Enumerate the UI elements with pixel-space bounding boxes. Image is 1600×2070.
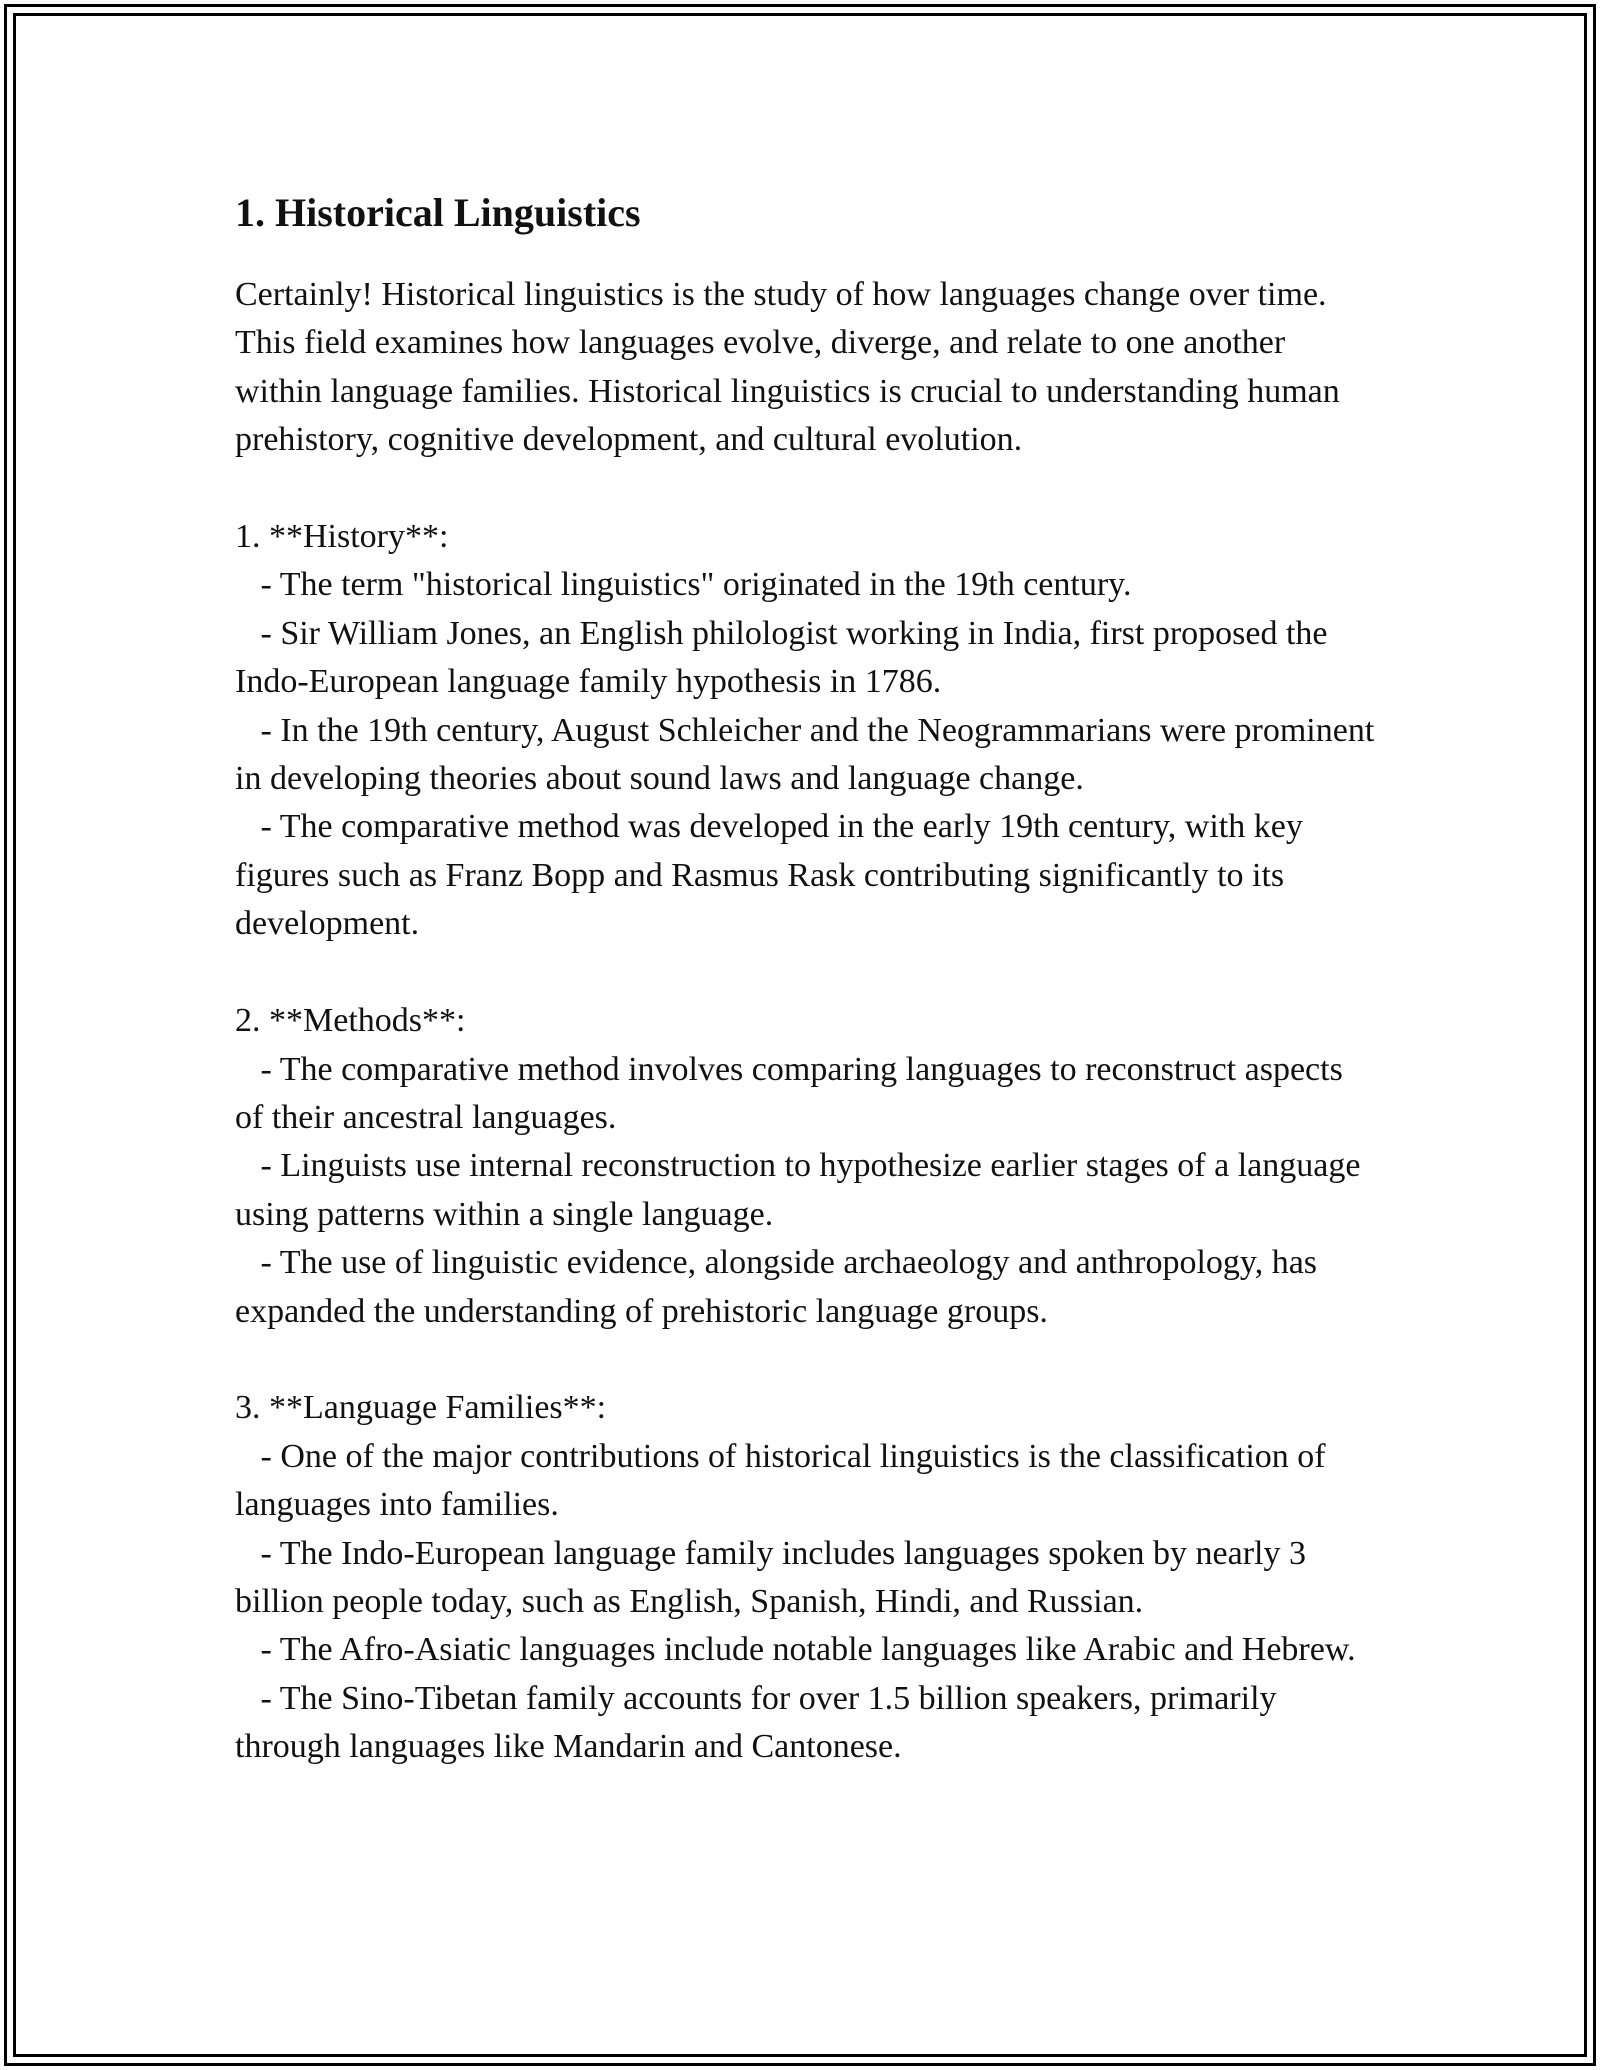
section-heading-history: 1. **History**: (235, 518, 449, 556)
document-body (235, 185, 1383, 1772)
bullet-text: - In the 19th century, August Schleicher and the Neogrammarians were prominent in developing theories about sound laws and language change. (235, 711, 1383, 798)
section-heading-methods: 2. **Methods**: (235, 1002, 466, 1040)
bullet-item (235, 561, 1375, 609)
bullet-item (235, 1433, 1375, 1530)
bullet-text: - The comparative method involves comparing languages to reconstruct aspects of their ancestral languages. (235, 1050, 1352, 1136)
bullet-text: - Linguists use internal reconstruction to hypothesize earlier stages of a language using patterns within a single language. (235, 1147, 1369, 1233)
bullet-text: - The use of linguistic evidence, alongside archaeology and anthropology, has expanded the understanding of prehistoric language groups. (235, 1244, 1326, 1330)
bullet-text: - Sir William Jones, an English philologist working in India, first proposed the Indo-European language family hypothesis in 1786. (235, 614, 1337, 701)
bullet-text: - One of the major contributions of historical linguistics is the classification of languages into families. (235, 1437, 1335, 1524)
bullet-item (235, 1046, 1375, 1143)
intro-paragraph: Certainly! Historical linguistics is the study of how languages change over time. This field examines how languages evolve, diverge, and relate to one another within language families. Historical linguistics is crucial to understanding human prehistory, cognitive development, and cultural evolution. (235, 276, 1349, 459)
bullet-item (235, 1675, 1375, 1772)
bullet-item (235, 1626, 1375, 1674)
bullet-item (235, 1239, 1375, 1336)
bullet-text: - The Afro-Asiatic languages include notable languages like Arabic and Hebrew. (260, 1631, 1356, 1669)
bullet-item (235, 610, 1375, 707)
bullet-text: - The term "historical linguistics" originated in the 19th century. (260, 566, 1132, 604)
spacer-line (235, 1336, 1375, 1384)
bullet-text: - The comparative method was developed in the early 19th century, with key figures such as Franz Bopp and Rasmus Rask contributing significantly to its development. (235, 808, 1312, 943)
spacer-line (235, 949, 1375, 997)
bullet-item (235, 803, 1375, 948)
bullet-item (235, 1530, 1375, 1627)
section-heading-language-families: 3. **Language Families**: (235, 1389, 607, 1427)
bullet-item (235, 1142, 1375, 1239)
bullet-text: - The Sino-Tibetan family accounts for over 1.5 billion speakers, primarily through languages like Mandarin and Cantonese. (235, 1679, 1286, 1766)
bullet-item (235, 707, 1383, 804)
document-title: 1. Historical Linguistics (235, 190, 641, 235)
spacer-line (235, 465, 1375, 513)
bullet-text: - The Indo-European language family includes languages spoken by nearly 3 billion people today, such as English, Spanish, Hindi, and Russian. (235, 1534, 1315, 1620)
